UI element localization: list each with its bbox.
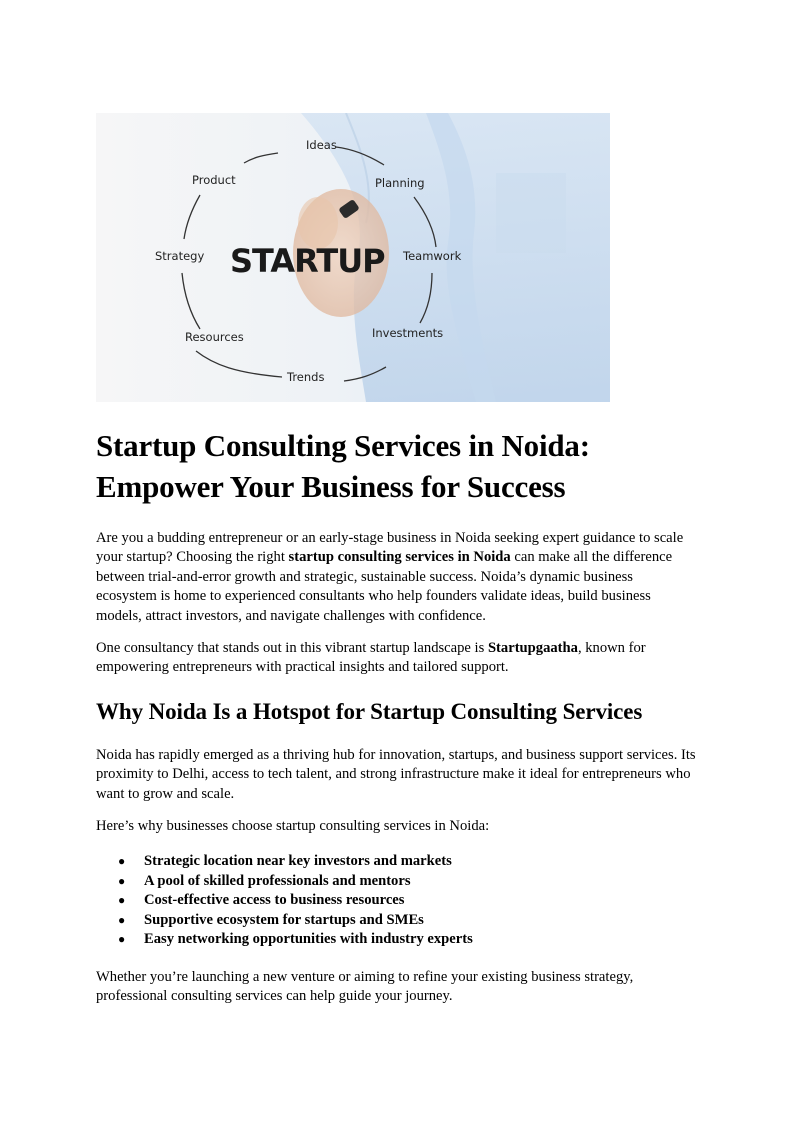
bullet-icon: ● xyxy=(118,893,126,908)
cycle-label-product: Product xyxy=(192,173,236,187)
page-title: Startup Consulting Services in Noida: Empower Your Business for Success xyxy=(96,428,590,504)
cycle-center-word: STARTUP xyxy=(230,242,385,280)
document-page xyxy=(96,113,696,1007)
cycle-label-investments: Investments xyxy=(372,326,444,340)
cycle-label-resources: Resources xyxy=(185,330,244,344)
reasons-list xyxy=(96,852,696,950)
bullet-icon: ● xyxy=(118,912,126,927)
list-item: ● A pool of skilled professionals and mentors xyxy=(96,872,696,892)
bullet-icon: ● xyxy=(118,932,126,947)
intro-paragraph: Are you a budding entrepreneur or an early-stage business in Noida seeking expert guidance to scale your startup? Choosing the right startup consulting services in Noida can make all the difference between trial-and-error growth and strategic, sustainable success. Noida’s dynamic business ecosystem is home to experienced consultants who help founders validate ideas, build business models, attract investors, and navigate challenges with confidence. xyxy=(96,530,684,624)
list-item: ● Cost-effective access to business resources xyxy=(96,891,696,911)
startup-cycle-image xyxy=(96,113,610,402)
cycle-label-ideas: Ideas xyxy=(306,138,337,152)
closing-paragraph: Whether you’re launching a new venture or aiming to refine your existing business strategy, professional consulting services can help guide your journey. xyxy=(96,968,634,1005)
cycle-label-teamwork: Teamwork xyxy=(403,249,462,263)
list-intro: Here’s why businesses choose startup consulting services in Noida: xyxy=(96,818,490,835)
cycle-label-trends: Trends xyxy=(287,370,325,384)
section-paragraph: Noida has rapidly emerged as a thriving hub for innovation, startups, and business support services. Its proximity to Delhi, access to tech talent, and strong infrastructure make it ideal for entrepreneurs who want to grow and scale. xyxy=(96,746,696,802)
section-heading: Why Noida Is a Hotspot for Startup Consulting Services xyxy=(96,698,643,724)
list-item: ● Strategic location near key investors and markets xyxy=(96,852,696,872)
intro-keyword: startup consulting services in Noida xyxy=(288,549,511,566)
standout-paragraph: One consultancy that stands out in this vibrant startup landscape is Startupgaatha, known for empowering entrepreneurs with practical insights and tailored support. xyxy=(96,640,646,676)
bullet-icon: ● xyxy=(118,854,126,869)
bullet-icon: ● xyxy=(118,873,126,888)
list-item: ● Easy networking opportunities with industry experts xyxy=(96,930,696,950)
cycle-label-strategy: Strategy xyxy=(155,249,205,263)
cycle-label-planning: Planning xyxy=(375,176,425,190)
brand-name: Startupgaatha xyxy=(487,640,578,657)
list-item: ● Supportive ecosystem for startups and SMEs xyxy=(96,911,696,931)
